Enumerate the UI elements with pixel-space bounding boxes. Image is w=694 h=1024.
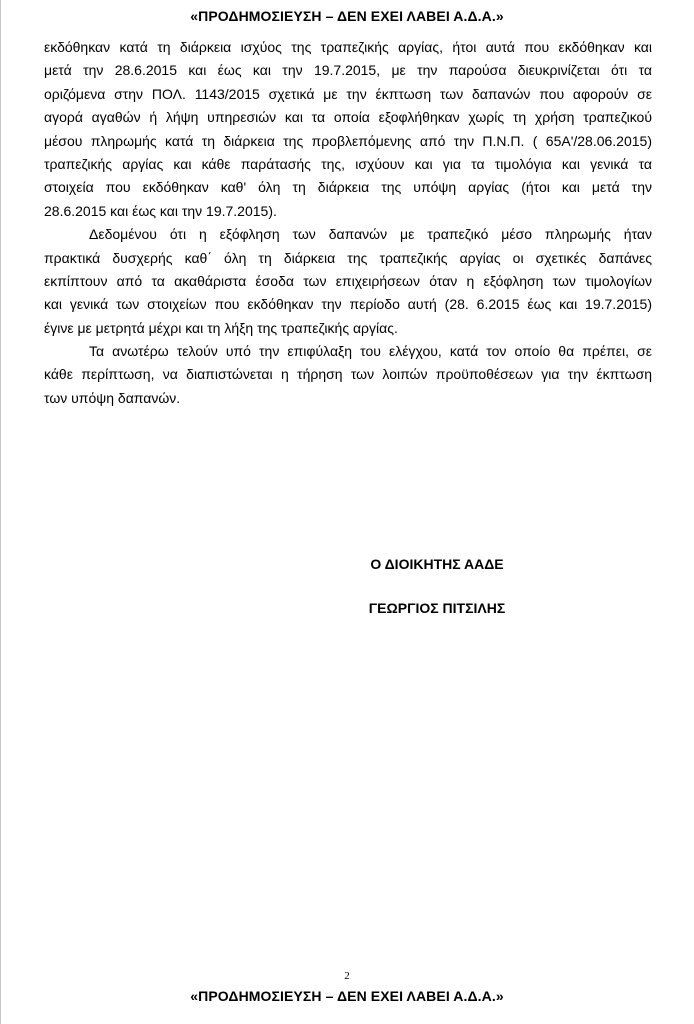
paragraph-1-line: στοιχεία που εκδόθηκαν καθ' όλη τη διάρκεια της υπόψη αργίας (ήτοι και μετά την — [44, 179, 652, 196]
paragraph-2-line: πρακτικά δυσχερής καθ΄ όλη τη διάρκεια της τραπεζικής αργίας οι σχετικές δαπάνες — [44, 249, 652, 266]
paragraph-1-line: μέσου πληρωμής κατά τη διάρκεια της προβλεπόμενης από την Π.Ν.Π. ( 65Α'/28.06.2015) — [44, 132, 652, 149]
pre-publication-header-banner: «ΠΡΟΔΗΜΟΣΙΕΥΣΗ – ΔΕΝ ΕΧΕΙ ΛΑΒΕΙ Α.Δ.Α.» — [190, 8, 504, 24]
paragraph-1-line: αγορά αγαθών ή λήψη υπηρεσιών και τα οποία εξοφλήθηκαν χωρίς τη χρήση τραπεζικού — [44, 109, 652, 126]
paragraph-1-line: εκδόθηκαν κατά τη διάρκεια ισχύος της τραπεζικής αργίας, ήτοι αυτά που εκδόθηκαν και — [44, 39, 652, 55]
paragraph-3-line: κάθε περίπτωση, να διαπιστώνεται η τήρηση των λοιπών προϋποθέσεων για την έκπτωση — [44, 366, 652, 383]
pre-publication-footer-banner: «ΠΡΟΔΗΜΟΣΙΕΥΣΗ – ΔΕΝ ΕΧΕΙ ΛΑΒΕΙ Α.Δ.Α.» — [190, 988, 504, 1004]
signatory-name: ΓΕΩΡΓΙΟΣ ΠΙΤΣΙΛΗΣ — [368, 600, 506, 616]
document-body — [44, 36, 652, 410]
paragraph-1 — [44, 36, 652, 223]
paragraph-1-line: μετά την 28.6.2015 και έως και την 19.7.2015, με την παρούσα διευκρινίζεται ότι τα — [44, 62, 652, 79]
signatory-title: Ο ΔΙΟΙΚΗΤΗΣ ΑΑΔΕ — [370, 556, 504, 572]
page-number: 2 — [344, 970, 350, 982]
paragraph-2-line: Δεδομένου ότι η εξόφληση των δαπανών με τραπεζικό μέσο πληρωμής ήταν — [89, 226, 652, 243]
paragraph-2-line: και γενικά των στοιχείων που εκδόθηκαν την περίοδο αυτή (28. 6.2015 έως και 19.7.2015) — [44, 296, 652, 313]
paragraph-2-line: εκπίπτουν από τα ακαθάριστα έσοδα των επιχειρήσεων όταν η εξόφληση των τιμολογίων — [44, 272, 652, 289]
paragraph-1-line: τραπεζικής αργίας και κάθε παράτασής της, ισχύουν και για τα τιμολόγια και γενικά τα — [44, 155, 652, 172]
paragraph-1-line: 28.6.2015 και έως και την 19.7.2015). — [44, 202, 277, 219]
page-edge-divider — [0, 0, 1, 1024]
paragraph-3 — [44, 340, 652, 410]
paragraph-1-line: οριζόμενα στην ΠΟΛ. 1143/2015 σχετικά με την έκπτωση των δαπανών που αφορούν σε — [44, 85, 652, 102]
paragraph-2 — [44, 223, 652, 340]
paragraph-3-line: Τα ανωτέρω τελούν υπό την επιφύλαξη του ελέγχου, κατά τον οποίο θα πρέπει, σε — [89, 343, 652, 360]
paragraph-3-line: των υπόψη δαπανών. — [44, 389, 181, 406]
paragraph-2-line: έγινε με μετρητά μέχρι και τη λήξη της τραπεζικής αργίας. — [44, 319, 398, 336]
